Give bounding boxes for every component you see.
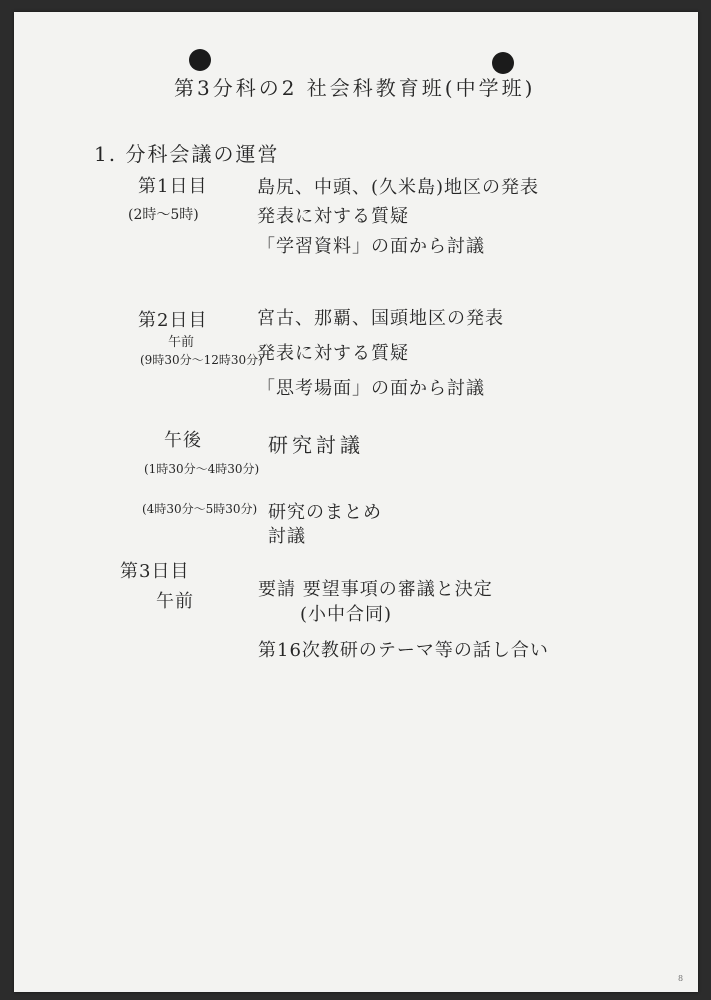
day2-item-3: 「思考場面」の面から討議 — [257, 378, 485, 399]
document-page — [14, 12, 698, 992]
day3-label: 第3日目 — [120, 561, 190, 582]
day3-item-1-note: (小中合同) — [300, 604, 393, 625]
document-title: 第3分科の2 社会科教育班(中学班) — [174, 76, 536, 100]
day3-item-1: 要請 要望事項の審議と決定 — [258, 579, 493, 600]
day1-time: (2時〜5時) — [128, 207, 199, 223]
day2-item-2: 発表に対する質疑 — [257, 343, 409, 364]
punch-hole-right — [492, 52, 514, 74]
day2-afternoon-time: (1時30分〜4時30分) — [144, 462, 260, 476]
day1-item-3: 「学習資料」の面から討議 — [257, 236, 485, 257]
day2-evening-item-2: 討議 — [268, 526, 306, 547]
section-heading: 1. 分科会議の運営 — [94, 142, 280, 166]
day3-morning: 午前 — [156, 591, 194, 612]
day2-morning: 午前 — [168, 335, 195, 350]
day1-label: 第1日目 — [138, 176, 208, 197]
day2-evening-time: (4時30分〜5時30分) — [142, 502, 258, 516]
day1-item-2: 発表に対する質疑 — [257, 206, 409, 227]
punch-hole-left — [189, 49, 211, 71]
day1-item-1: 島尻、中頭、(久米島)地区の発表 — [257, 177, 540, 198]
day3-item-2: 第16次教研のテーマ等の話し合い — [258, 640, 549, 661]
day2-time: (9時30分〜12時30分) — [140, 353, 263, 367]
day2-label: 第2日目 — [138, 310, 208, 331]
day2-item-1: 宮古、那覇、国頭地区の発表 — [257, 308, 504, 329]
day2-afternoon-label: 午後 — [164, 430, 202, 451]
day2-evening-item: 研究のまとめ — [268, 502, 382, 523]
day2-afternoon-item: 研究討議 — [268, 433, 364, 457]
page-number: 8 — [678, 974, 685, 983]
